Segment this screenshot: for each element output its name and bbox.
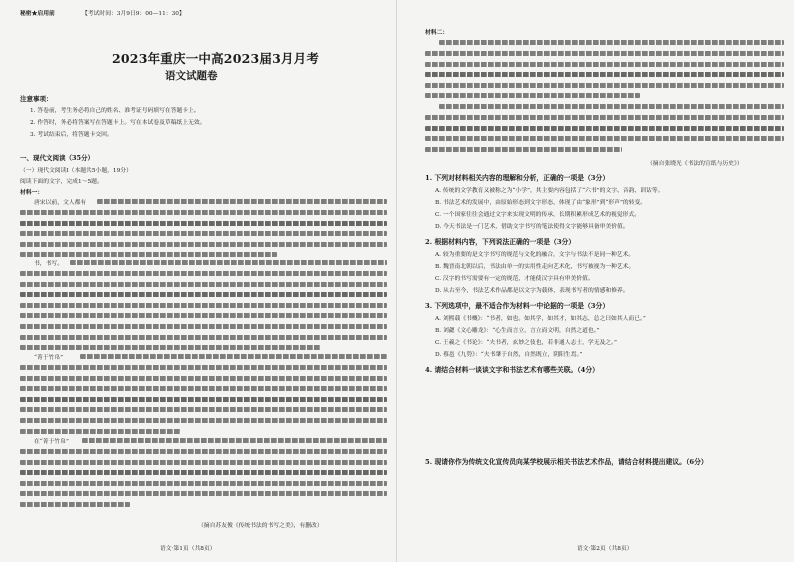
question-number: 2. (425, 238, 433, 246)
paragraph-text (70, 260, 387, 271)
question-stem (425, 236, 575, 246)
question-option: A. 刘熙载《书概》：“书者，如也。如其学，如其才，如其志，总之曰如其人而已。” (435, 316, 646, 322)
question-option: A. 较为重要的是文字书写的规范与文化的融合，文字与书法不是同一种艺术。 (435, 252, 635, 258)
material-source: （摘自张晓光《书法的宣纸与历史》） (647, 161, 743, 167)
question-option: D. 今天书法是一门艺术，借助文字书写的笔法使得文字能够具备审美价值。 (435, 224, 629, 230)
question-number: 5. (425, 458, 433, 466)
exam-page-right (397, 0, 794, 562)
question-number: 1. (425, 174, 433, 182)
question-text: 现请你作为传统文化宣传员向某学校展示相关书法艺术作品，请结合材料提出建议。（6分） (434, 458, 708, 466)
question-option: C. 一个国家往往会通过文字来实现文明的传承，长期积累形成艺术的视觉形式。 (435, 212, 641, 218)
exam-title: 2023年重庆一中高2023届3月月考 (112, 51, 320, 66)
notice-item: 2. 作答时，务必将答案写在答题卡上。写在本试卷及草稿纸上无效。 (30, 120, 206, 126)
page-footer: 语文·第1页（共8页） (160, 546, 216, 552)
question-option: C. 王羲之《书论》：“夫书者，玄妙之伎也，若非通人志士，学无及之。” (435, 340, 617, 346)
paragraph-text (20, 271, 387, 353)
question-option: B. 刘勰《文心雕龙》：“心生而言立，言立而文明，自然之道也。” (435, 328, 600, 334)
page-footer: 语文·第2页（共8页） (577, 546, 633, 552)
header-exam-time: 【考试时间：3月9日9：00—11：30】 (82, 11, 185, 17)
paragraph-text (97, 199, 387, 210)
paragraph-start: 在“菁于竹帛” (34, 439, 69, 445)
question-stem (425, 172, 609, 182)
question-stem (425, 300, 609, 310)
paragraph-text (439, 104, 784, 115)
question-number: 4. (425, 366, 433, 374)
question-number: 3. (425, 302, 433, 310)
question-text: 根据材料内容，下列说法正确的一项是（3分） (434, 238, 576, 246)
paragraph-text (20, 365, 387, 437)
question-option: B. 书法艺术的发展中，由原始形态到文字形态，体现了由“象形”到“形声”的转变。 (435, 200, 647, 206)
question-option: C. 汉字的书写需要有一定的规范，才能使汉字具有审美价值。 (435, 276, 594, 282)
question-stem (425, 456, 708, 466)
question-text: 请结合材料一谈谈文字和书法艺术有哪些关联。（4分） (434, 366, 599, 374)
paragraph-text (439, 40, 784, 51)
question-text: 下列对材料相关内容的理解和分析，正确的一项是（3分） (434, 174, 610, 182)
section-instruction: 阅读下面的文字，完成1～5题。 (20, 179, 103, 185)
section-heading: 一、现代文阅读（35分） (20, 154, 95, 162)
section-subheading: （一）现代文阅读Ⅰ（本题共5小题，19分） (20, 168, 132, 174)
question-option: A. 传统的文学教育又被称之为“小学”，其主要内容包括了“六书”的文字、音韵、训诂等。 (435, 188, 664, 194)
material-one-label: 材料一： (20, 190, 44, 196)
paragraph-start: 书，书写。 (34, 261, 63, 267)
material-two-label: 材料二： (425, 30, 449, 36)
paragraph-text (20, 449, 387, 511)
paragraph-text (425, 51, 784, 101)
notice-item: 3. 考试结束后，将答题卡交回。 (30, 132, 113, 138)
notice-item: 1. 答卷前，考生务必将自己的姓名、准考证号码填写在答题卡上。 (30, 108, 200, 114)
header-secret-label: 秘密★启用前 (20, 11, 55, 17)
paragraph-start: 唐宋以前，文人都有 (34, 200, 87, 206)
material-source: （摘自苏友俊《传统书法的书写之美》，有删改） (198, 523, 323, 529)
question-option: B. 魏晋南北朝以后，书法由单一的实用性走向艺术化，书写被视为一种艺术。 (435, 264, 635, 270)
paragraph-text (20, 210, 387, 260)
question-option: D. 蔡邕《九势》：“夫书肇于自然，自然既立，阴阳生焉。” (435, 352, 583, 358)
notice-heading: 注意事项： (20, 95, 53, 103)
paragraph-text (80, 354, 387, 365)
paragraph-text (82, 438, 387, 449)
exam-subtitle: 语文试题卷 (165, 70, 218, 82)
paragraph-text (425, 115, 784, 155)
paragraph-start: “菁于竹帛” (34, 355, 64, 361)
question-text: 下列选项中，最不适合作为材料一中论据的一项是（3分） (434, 302, 610, 310)
question-option: D. 从古至今，书法艺术作品都是以文字为载体，表现书写者的情感和修养。 (435, 288, 629, 294)
question-stem (425, 364, 599, 374)
